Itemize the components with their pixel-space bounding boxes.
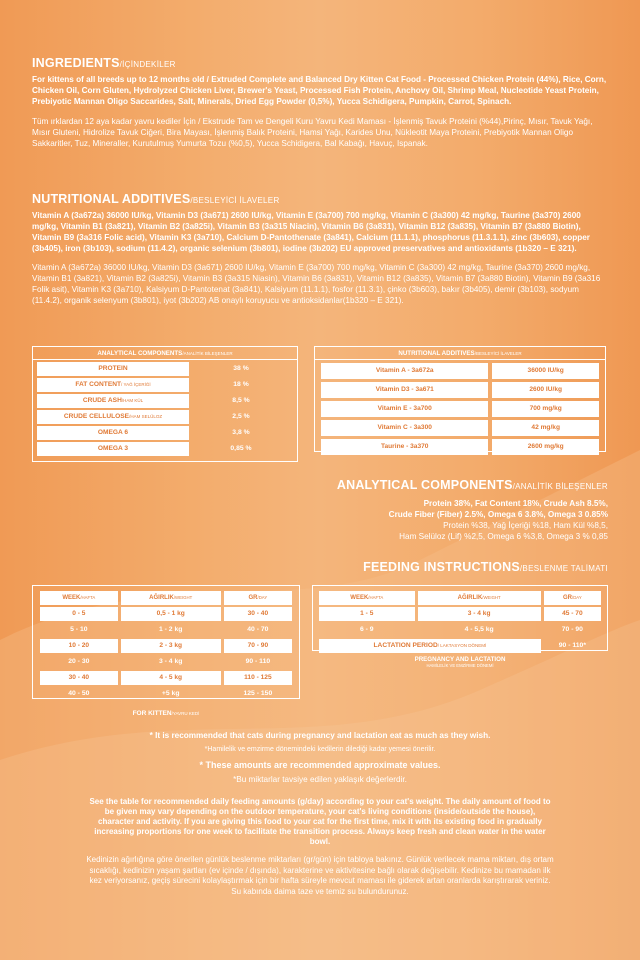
analytical-label-text: CRUDE CELLULOSE xyxy=(63,413,130,420)
additives-section xyxy=(32,192,608,306)
feeding-header-cell xyxy=(121,591,221,605)
analytical-label-text: CRUDE ASH xyxy=(82,397,122,404)
additives-turkish: Vitamin A (3a672a) 36000 IU/kg, Vitamin D3 (3a671) 2600 IU/kg, Vitamin E (3a700) 700 mg/kg, Vitamin C (3a300) 42 mg/kg, Taurine (3a370) 2600 mg/kg, Vitamin B1 (3a821), Vitamin B2 (3a825i), Vitamin B3 (3a315 Niasin), Vitamin B6 (3a831), Vitamin B12 (3a835), Vitamin B7 (3a880 Biotin), Vitamin B9 (3a316 Folik asit), Vitamin K3 (3a710), Kalsiyum D-Pantotenat (3a841), Kalsiyum (11.1.1), fosfor (11.3.1), çinko (3b603), bakır (3b405), demir (3b103), sodyum (11.4.2), organik selenyum (3b801), iyot (3b202) AB onaylı koruyucu ve antioksidanlar(1b320 – E 321). xyxy=(32,263,601,305)
analytical-label-sub: /HAM SELÜLOZ xyxy=(129,414,163,419)
analytical-row-value: 3,8 % xyxy=(232,429,250,436)
feeding-cell: 40 - 70 xyxy=(247,626,269,633)
nutritional-row-value: 36000 IU/kg xyxy=(492,363,599,379)
analytical-row-value: 2,5 % xyxy=(232,413,250,420)
nutritional-row-value: 42 mg/kg xyxy=(492,420,599,436)
feeding-row xyxy=(40,655,292,669)
instructions-english: See the table for recommended daily feeding amounts (g/day) according to your cat's weight. The daily amount of food to be given may vary depending on the outdoor temperature, your cat's living conditions (inside/outside the house), character and activity. If you are giving this food to your cat for the first time, mix it with its existing food in gradually increasing proportions for one week to facilitate the transition process. Always keep fresh and clean water in the water bowl. xyxy=(89,797,551,846)
feeding-cell: +5 kg xyxy=(161,690,180,697)
analytical-row xyxy=(37,426,293,440)
feeding-row xyxy=(40,607,292,621)
ingredients-turkish: Tüm ırklardan 12 aya kadar yavru kediler İçin / Ekstrude Tam ve Dengeli Kuru Yavru Kedi Maması - İşlenmiş Tavuk Proteini (%44),Pirinç, Mısır, Tavuk Yağı, Mısır Gluteni, Hidrolize Tavuk Ciğeri, Bira Mayası, İşlenmiş Balık Proteini, Hamsi Yağı, Karides Unu, Nükleotit Maya Proteini, Prebiyotik Mannan Oligo Sakkaritler, Tuz, Mineraller, Kurutulmuş Yumurta Tozu (%0,5), Yucca Schidigera, Bal Kabağı, Havuç, Ispanak. xyxy=(32,117,593,148)
kitten-table-body xyxy=(37,589,295,703)
feeding-row xyxy=(319,607,601,621)
feeding-row xyxy=(319,623,601,637)
analytical-table-body xyxy=(37,360,293,458)
analytical-table-header: ANALYTICAL COMPONENTS/ANALİTİK BİLEŞENLER xyxy=(33,347,297,360)
analytical-row-value: 8,5 % xyxy=(232,397,250,404)
ingredients-english: For kittens of all breeds up to 12 months old / Extruded Complete and Balanced Dry Kitten Cat Food - Processed Chicken Protein (44%), Rice, Corn, Chicken Oil, Corn Gluten, Hydrolyzed Chicken Liver, Brewer's Yeast, Processed Fish Protein, Anchovy Oil, Shrimp Meal, Nucleotide Yeast Protein, Prebiyotic Mannan Oligo Saccarides, Salt, Minerals, Dried Egg Powder (0,5%), Yucca Schidigera, Pumpkin, Carrot, Spinach. xyxy=(32,75,607,106)
analytical-row-value: 18 % xyxy=(233,381,249,388)
feeding-cell: 40 - 50 xyxy=(68,690,90,697)
nutritional-row xyxy=(321,401,599,417)
analytical-row-label xyxy=(37,362,189,376)
analytical-text-section xyxy=(300,478,608,542)
nutritional-row xyxy=(321,382,599,398)
feeding-header-label: GR xyxy=(563,595,572,601)
feeding-header-sub: /WEIGHT xyxy=(173,595,193,600)
feeding-cell: 4 - 5 kg xyxy=(121,671,221,685)
feeding-header-sub: /DAY xyxy=(572,595,582,600)
note-2-turkish: *Bu miktarlar tavsiye edilen yaklaşık değerlerdir. xyxy=(233,775,407,784)
analytical-line-3: Protein %38, Yağ İçeriği %18, Ham Kül %8,5, xyxy=(443,521,608,530)
feeding-header-label: WEEK xyxy=(350,595,369,601)
feeding-cell: 125 - 150 xyxy=(243,690,273,697)
feeding-cell: 4 - 5,5 kg xyxy=(464,626,494,633)
feeding-cell: 6 - 9 xyxy=(359,626,374,633)
pregnancy-table-caption: PREGNANCY AND LACTATION HAMİLELİK VE EMZİRME DÖNEMİ xyxy=(414,656,506,668)
analytical-row xyxy=(37,442,293,456)
analytical-label-text: OMEGA 6 xyxy=(97,429,129,436)
analytical-line-1: Protein 38%, Fat Content 18%, Crude Ash 8.5%, xyxy=(423,499,608,508)
analytical-row xyxy=(37,378,293,392)
feeding-cell: 2 - 3 kg xyxy=(121,639,221,653)
lactation-label: LACTATION PERIOD/ LAKTASYON DÖNEMİ xyxy=(319,639,541,653)
nutritional-row-value: 2600 mg/kg xyxy=(492,439,599,455)
feeding-cell: 1 - 2 kg xyxy=(158,626,183,633)
nutritional-row-value: 700 mg/kg xyxy=(492,401,599,417)
analytical-text-title: ANALYTICAL COMPONENTS/ANALİTİK BİLEŞENLER xyxy=(336,478,608,492)
feeding-cell: 30 - 40 xyxy=(40,671,118,685)
analytical-label-text: OMEGA 3 xyxy=(97,445,129,452)
feeding-header-label: WEEK xyxy=(62,595,81,601)
nutritional-row-label: Vitamin E - 3a700 xyxy=(321,401,488,417)
ingredients-title: INGREDIENTS/İÇİNDEKİLER xyxy=(32,56,176,70)
feeding-header-cell xyxy=(418,591,541,605)
feeding-cell: 90 - 110 xyxy=(245,658,271,665)
feeding-row xyxy=(40,623,292,637)
nutritional-additives-table xyxy=(314,346,606,452)
feeding-cell: 70 - 90 xyxy=(224,639,292,653)
nutritional-row-label: Taurine - 3a370 xyxy=(321,439,488,455)
feeding-row xyxy=(40,687,292,701)
note-1-english: * It is recommended that cats during pregnancy and lactation eat as much as they wish. xyxy=(149,731,491,740)
nutritional-table-header: NUTRITIONAL ADDITIVES/BESLEYİCİ İLAVELER xyxy=(315,347,605,360)
feeding-cell: 1 - 5 xyxy=(319,607,415,621)
feeding-header-label: GR xyxy=(248,595,258,601)
feeding-title-section xyxy=(300,560,608,574)
feeding-cell: 30 - 40 xyxy=(224,607,292,621)
pregnancy-feeding-table xyxy=(312,585,608,651)
nutritional-row-label: Vitamin D3 - 3a671 xyxy=(321,382,488,398)
nutritional-row xyxy=(321,420,599,436)
lactation-row xyxy=(319,639,601,653)
feeding-cell: 110 - 125 xyxy=(224,671,292,685)
analytical-line-2: Crude Fiber (Fiber) 2.5%, Omega 6 3.8%, Omega 3 0.85% xyxy=(388,510,608,519)
analytical-row-label xyxy=(37,378,189,392)
feeding-header-sub: /DAY xyxy=(257,595,268,600)
analytical-label-sub: /HAM KÜL xyxy=(121,398,144,403)
feeding-title: FEEDING INSTRUCTIONS/BESLENME TALİMATI xyxy=(363,560,608,574)
feeding-header-cell xyxy=(224,591,292,605)
note-1-turkish: *Hamilelik ve emzirme dönemindeki kedilerin dilediği kadar yemesi önerilir. xyxy=(204,746,436,753)
feeding-cell: 0,5 - 1 kg xyxy=(121,607,221,621)
analytical-row xyxy=(37,394,293,408)
analytical-row-label xyxy=(37,442,189,456)
nutritional-row xyxy=(321,363,599,379)
lactation-value: 90 - 110* xyxy=(558,642,586,649)
feeding-cell: 3 - 4 kg xyxy=(418,607,541,621)
analytical-row-label xyxy=(37,426,189,440)
analytical-label-text: FAT CONTENT xyxy=(75,381,122,388)
analytical-row xyxy=(37,410,293,424)
analytical-row-label xyxy=(37,394,189,408)
feeding-header-sub: /HAFTA xyxy=(80,595,96,600)
nutritional-row-label: Vitamin A - 3a672a xyxy=(321,363,488,379)
feeding-cell: 70 - 90 xyxy=(561,626,583,633)
feeding-header-cell xyxy=(544,591,601,605)
feeding-cell: 10 - 20 xyxy=(40,639,118,653)
feeding-row xyxy=(40,639,292,653)
nutritional-row-value: 2600 IU/kg xyxy=(492,382,599,398)
note-2-english: * These amounts are recommended approximate values. xyxy=(199,760,441,770)
feeding-header-cell xyxy=(40,591,118,605)
feeding-cell: 20 - 30 xyxy=(68,658,90,665)
additives-english: Vitamin A (3a672a) 36000 IU/kg, Vitamin D3 (3a671) 2600 IU/kg, Vitamin E (3a700) 700 mg/kg, Vitamin C (3a300) 42 mg/kg, Taurine (3a370) 2600 mg/kg, Vitamin B1 (3a821), Vitamin B2 (3a825i), Vitamin B3 (3a315 Niacin), Vitamin B6 (3a831), Vitamin B12 (3a835), Vitamin B7 (3a880 Biotin), Vitamin B9 (3a316 Folic acid), Vitamin K3 (3a710), Calcium D-Pantothenate (3a841), Calcium (11.1.1), phosphorus (11.3.1.1), zinc (3b603), copper (3b405), iron (3b103), sodium (11.4.2), organic selenium (3b801), iodine (3b202) EU approved preservatives and antioxidants (1b320 – E 321). xyxy=(32,211,590,253)
feeding-header-sub: /HAFTA xyxy=(368,595,384,600)
notes-section xyxy=(32,730,608,785)
instructions-turkish: Kedinizin ağırlığına göre önerilen günlük beslenme miktarları (gr/gün) için tabloya bakınız. Günlük verilecek mama miktarı, dış ortam sıcaklığı, kedinizin yaşam şartları (ev içinde / dışında), karakterine ve aktivitesine bağlı olarak değişebilir. Kedinize bu mamadan ilk kez veriyorsanız, geçiş sürecini kolaylaştırmak için bir hafta süreyle mevcut maması ile giderek artan oranlarda karıştırarak veriniz. Su kabında daima taze ve temiz su bulundurunuz. xyxy=(86,855,554,896)
analytical-line-4: Ham Selüloz (Lif) %2,5, Omega 6 %3,8, Omega 3 % 0,85 xyxy=(399,532,608,541)
nutritional-table-body xyxy=(317,360,603,458)
kitten-feeding-table xyxy=(32,585,300,699)
nutritional-row xyxy=(321,439,599,455)
analytical-row-value: 0,85 % xyxy=(230,445,252,452)
nutritional-row-label: Vitamin C - 3a300 xyxy=(321,420,488,436)
analytical-row xyxy=(37,362,293,376)
pregnancy-table-body xyxy=(316,589,604,655)
feeding-cell: 45 - 70 xyxy=(544,607,601,621)
analytical-label-sub: / YAĞ İÇERİĞİ xyxy=(121,382,151,387)
instructions-section xyxy=(86,797,554,897)
analytical-components-table xyxy=(32,346,298,462)
feeding-cell: 3 - 4 kg xyxy=(158,658,183,665)
additives-title: NUTRITIONAL ADDITIVES/BESLEYİCİ İLAVELER xyxy=(32,192,280,206)
feeding-cell: 0 - 5 xyxy=(40,607,118,621)
feeding-cell: 5 - 10 xyxy=(70,626,88,633)
analytical-row-value: 38 % xyxy=(233,365,249,372)
kitten-table-caption: FOR KITTEN/YAVRU KEDİ xyxy=(132,710,200,717)
ingredients-section xyxy=(32,56,608,149)
feeding-row xyxy=(40,671,292,685)
analytical-row-label xyxy=(37,410,189,424)
feeding-header-cell xyxy=(319,591,415,605)
feeding-header-label: AĞIRLIK xyxy=(457,595,483,601)
analytical-label-text: PROTEIN xyxy=(98,365,128,372)
feeding-header-label: AĞIRLIK xyxy=(149,595,174,601)
feeding-header-sub: /WEIGHT xyxy=(482,595,501,600)
